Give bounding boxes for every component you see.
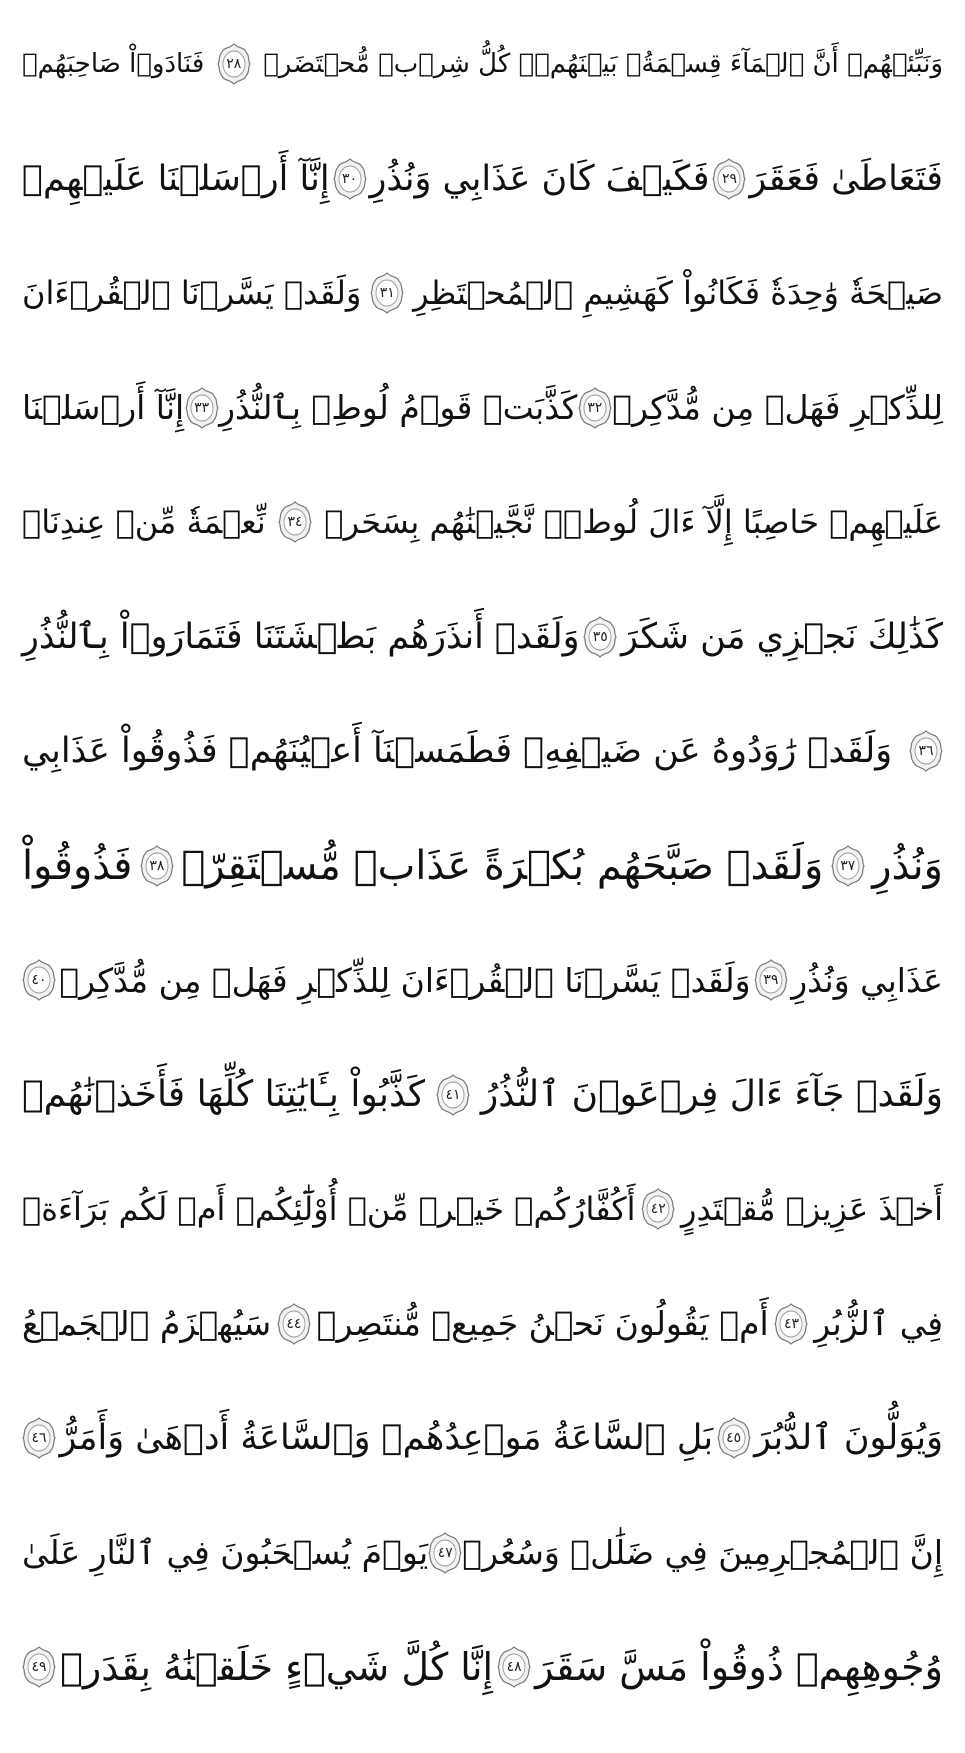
verse-text: فَنَادَوۡاْ صَاحِبَهُمۡ	[22, 49, 205, 79]
verse-line	[22, 1280, 943, 1368]
verse-text: فِي ٱلزُّبُرِ	[814, 1304, 943, 1343]
ayah-number-marker	[754, 959, 788, 1001]
verse-line	[22, 1509, 943, 1597]
ayah-number-marker	[578, 387, 612, 429]
ayah-number-marker	[22, 1646, 56, 1688]
verse-line	[22, 20, 943, 108]
ayah-number: ٣٨	[149, 857, 165, 874]
ayah-number-marker	[909, 730, 943, 772]
verse-line	[22, 936, 943, 1024]
ayah-number: ٤٨	[506, 1659, 522, 1675]
ayah-number-marker	[278, 501, 312, 543]
ayah-number-marker	[583, 616, 617, 658]
ayah-number: ٣٠	[342, 170, 358, 187]
ayah-number-marker	[277, 1303, 311, 1345]
verse-text: كَذَّبُواْ بِـَٔايَٰتِنَا كُلِّهَا فَأَخَذۡنَٰهُمۡ	[22, 1074, 425, 1115]
verse-text: بَلِ ٱلسَّاعَةُ مَوۡعِدُهُمۡ وَٱلسَّاعَةُ أَدۡهَىٰ وَأَمَرُّ	[59, 1418, 714, 1458]
ayah-number: ٣٤	[287, 514, 303, 530]
ayah-number-marker	[217, 43, 251, 85]
ayah-number: ٤٠	[31, 972, 47, 988]
ayah-number: ٤٣	[783, 1315, 800, 1332]
ayah-number-marker	[641, 1188, 675, 1230]
verse-text: سَيُهۡزَمُ ٱلۡجَمۡعُ	[22, 1304, 272, 1343]
ayah-number-marker	[712, 158, 746, 200]
verse-text: لِلذِّكۡرِ فَهَلۡ مِن مُّدَّكِرٖ	[612, 388, 943, 427]
verse-line	[22, 707, 943, 795]
verse-text: وَنَبِّئۡهُمۡ أَنَّ ٱلۡمَآءَ قِسۡمَةُۢ بَيۡنَهُمۡۖ كُلُّ شِرۡبٖ مُّحۡتَضَرٞ	[263, 49, 943, 79]
verse-text: إِنَّا كُلَّ شَيۡءٍ خَلَقۡنَٰهُ بِقَدَرٖ	[60, 1645, 494, 1689]
ayah-number: ٣٩	[763, 972, 779, 988]
verse-text: أَخۡذَ عَزِيزٖ مُّقۡتَدِرٍ	[681, 1190, 943, 1228]
ayah-number: ٣٥	[592, 628, 608, 645]
ayah-number: ٤٤	[286, 1315, 302, 1332]
ayah-number-marker	[436, 1074, 470, 1116]
verse-text: فَتَعَاطَىٰ فَعَقَرَ	[749, 158, 943, 199]
verse-line	[22, 1051, 943, 1139]
verse-text: وَيُوَلُّونَ ٱلدُّبُرَ	[754, 1418, 943, 1458]
verse-line	[22, 1394, 943, 1482]
ayah-number: ٤٢	[650, 1201, 666, 1217]
verse-text: وُجُوهِهِمۡ ذُوقُواْ مَسَّ سَقَرَ	[535, 1645, 943, 1689]
verse-text: وَلَقَدۡ صَبَّحَهُم بُكۡرَةً عَذَابٞ مُّسۡتَقِرّٞ	[181, 842, 824, 889]
verse-text: صَيۡحَةٗ وَٰحِدَةٗ فَكَانُواْ كَهَشِيمِ ٱلۡمُحۡتَظِرِ	[413, 274, 943, 312]
verse-text: إِنَّآ أَرۡسَلۡنَا	[22, 388, 185, 427]
verse-text: عَذَابِي وَنُذُرِ	[791, 960, 943, 1000]
verse-line	[22, 249, 943, 337]
ayah-number: ٤٩	[31, 1659, 47, 1675]
verse-text: وَلَقَدۡ يَسَّرۡنَا ٱلۡقُرۡءَانَ لِلذِّكۡرِ فَهَلۡ مِن مُّدَّكِرٖ	[59, 960, 751, 1000]
verse-text: أَمۡ يَقُولُونَ نَحۡنُ جَمِيعٞ مُّنتَصِرٞ	[316, 1304, 769, 1343]
ayah-number-marker	[370, 272, 404, 314]
ayah-number-marker	[140, 845, 174, 887]
verse-text: أَكُفَّارُكُمۡ خَيۡرٞ مِّنۡ أُوْلَٰٓئِكُمۡ أَمۡ لَكُم بَرَآءَةٞ	[22, 1190, 636, 1228]
verse-text: نِّعۡمَةٗ مِّنۡ عِندِنَاۚ	[22, 503, 266, 541]
verse-line	[22, 593, 943, 681]
verse-text: فَكَيۡفَ كَانَ عَذَابِي وَنُذُرِ	[369, 158, 710, 199]
ayah-number: ٣٧	[840, 857, 856, 874]
ayah-number: ٤١	[445, 1086, 461, 1103]
ayah-number-marker	[333, 158, 367, 200]
ayah-number: ٢٨	[226, 56, 242, 72]
ayah-number: ٢٩	[721, 170, 737, 187]
verse-text: كَذَّبَتۡ قَوۡمُ لُوطِۭ بِٱلنُّذُرِ	[219, 388, 578, 427]
verse-line	[22, 478, 943, 566]
ayah-number-marker	[428, 1532, 462, 1574]
verse-text: إِنَّآ أَرۡسَلۡنَا عَلَيۡهِمۡ	[22, 158, 330, 199]
ayah-number-marker	[22, 959, 56, 1001]
ayah-number: ٣٣	[194, 399, 210, 416]
verse-text: كَذَٰلِكَ نَجۡزِي مَن شَكَرَ	[621, 616, 943, 657]
ayah-number-marker	[717, 1417, 751, 1459]
ayah-number-marker	[22, 1417, 56, 1459]
verse-text: وَلَقَدۡ جَآءَ ءَالَ فِرۡعَوۡنَ ٱلنُّذُرُ	[480, 1074, 943, 1115]
ayah-number: ٤٧	[437, 1544, 453, 1561]
verse-text: عَلَيۡهِمۡ حَاصِبًا إِلَّآ ءَالَ لُوطٖۖ نَّجَّيۡنَٰهُم بِسَحَرٖ	[324, 503, 943, 541]
ayah-number-marker	[831, 845, 865, 887]
ayah-number: ٤٥	[726, 1430, 742, 1446]
ayah-number: ٣١	[379, 285, 395, 301]
verse-line	[22, 1623, 943, 1711]
verse-text: وَلَقَدۡ يَسَّرۡنَا ٱلۡقُرۡءَانَ	[22, 274, 362, 312]
verse-text: وَلَقَدۡ أَنذَرَهُم بَطۡشَتَنَا فَتَمَارَوۡاْ بِٱلنُّذُرِ	[22, 616, 580, 657]
ayah-number-marker	[497, 1646, 531, 1688]
verse-line	[22, 364, 943, 452]
ayah-number: ٣٢	[587, 399, 603, 416]
ayah-number: ٣٦	[918, 743, 934, 759]
verse-text: فَذُوقُواْ	[22, 842, 133, 889]
verse-text: وَنُذُرِ	[872, 842, 943, 889]
ayah-number-marker	[774, 1303, 808, 1345]
verse-text: وَلَقَدۡ رَٰوَدُوهُ عَن ضَيۡفِهِۦ فَطَمَسۡنَآ أَعۡيُنَهُمۡ فَذُوقُواْ عَذَابِي	[22, 731, 893, 771]
verse-line	[22, 822, 943, 910]
ayah-number: ٤٦	[31, 1430, 47, 1446]
verse-text: يَوۡمَ يُسۡحَبُونَ فِي ٱلنَّارِ عَلَىٰ	[22, 1533, 429, 1572]
verse-line	[22, 135, 943, 223]
verse-line	[22, 1165, 943, 1253]
verse-text: إِنَّ ٱلۡمُجۡرِمِينَ فِي ضَلَٰلٖ وَسُعُرٖ	[462, 1533, 943, 1572]
ayah-number-marker	[185, 387, 219, 429]
